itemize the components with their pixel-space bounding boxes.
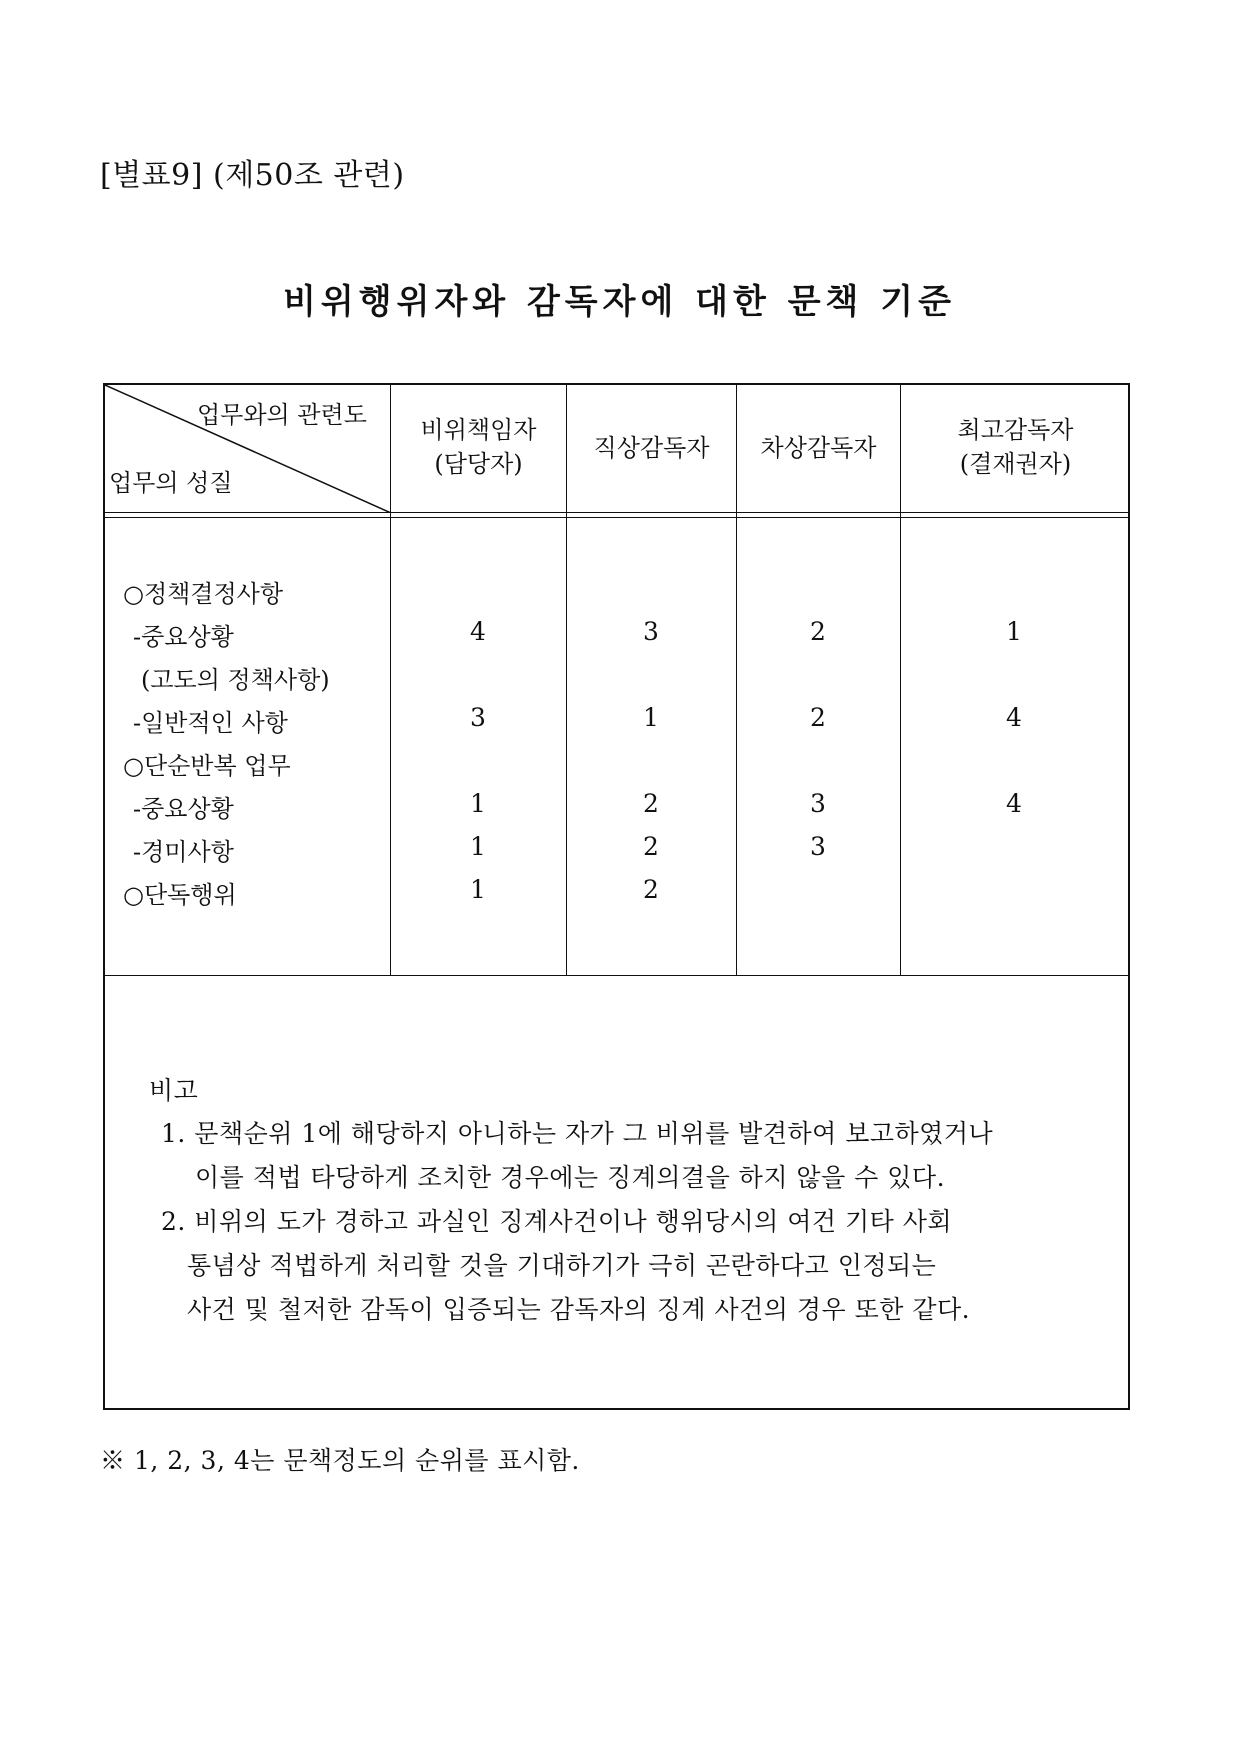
rank-value: 1 — [1006, 617, 1022, 646]
rank-value: 2 — [810, 703, 826, 732]
column-header-direct-supervisor: 직상감독자 — [593, 434, 710, 462]
row-label: (고도의 정책사항) — [141, 666, 330, 694]
row-label: -중요상황 — [133, 623, 234, 651]
rank-value: 3 — [470, 703, 486, 732]
remarks-heading: 비고 — [149, 1076, 199, 1105]
document-title: 비위행위자와 감독자에 대한 문책 기준 — [283, 282, 956, 322]
column-header-top-supervisor: 최고감독자 (결재권자) — [957, 416, 1074, 478]
column-divider — [566, 385, 567, 975]
rank-value: 2 — [810, 617, 826, 646]
row-label: -중요상황 — [133, 795, 234, 823]
rank-value: 3 — [810, 832, 826, 861]
header-separator — [105, 517, 1128, 518]
row-label: -일반적인 사항 — [133, 709, 288, 737]
remarks-line: 1. 문책순위 1에 해당하지 아니하는 자가 그 비위를 발견하여 보고하였거나 — [161, 1119, 994, 1148]
annex-reference: [별표9] (제50조 관련) — [100, 158, 405, 193]
column-divider — [736, 385, 737, 975]
rank-value: 2 — [643, 789, 659, 818]
rank-value: 4 — [470, 617, 486, 646]
remarks-line: 2. 비위의 도가 경하고 과실인 징계사건이나 행위당시의 여건 기타 사회 — [161, 1207, 953, 1236]
rank-value: 1 — [643, 703, 659, 732]
rank-value: 1 — [470, 875, 486, 904]
column-header-responsible: 비위책임자 (담당자) — [420, 416, 537, 478]
column-header-second-supervisor: 차상감독자 — [760, 434, 877, 462]
remarks-line: 이를 적법 타당하게 조치한 경우에는 징계의결을 하지 않을 수 있다. — [195, 1163, 946, 1192]
footnote: ※ 1, 2, 3, 4는 문책정도의 순위를 표시함. — [100, 1446, 580, 1475]
rank-value: 2 — [643, 875, 659, 904]
remarks-separator — [105, 975, 1128, 976]
rank-value: 4 — [1006, 789, 1022, 818]
remarks-line: 사건 및 철저한 감독이 입증되는 감독자의 징계 사건의 경우 또한 같다. — [187, 1295, 971, 1324]
remarks-line: 통념상 적법하게 처리할 것을 기대하기가 극히 곤란하다고 인정되는 — [187, 1251, 937, 1280]
header-nature-label: 업무의 성질 — [109, 469, 233, 497]
responsibility-table — [103, 383, 1130, 1410]
rank-value: 3 — [643, 617, 659, 646]
row-label: ○단독행위 — [123, 881, 237, 909]
rank-value: 4 — [1006, 703, 1022, 732]
rank-value: 3 — [810, 789, 826, 818]
rank-value: 1 — [470, 789, 486, 818]
row-label: -경미사항 — [133, 838, 234, 866]
row-label: ○단순반복 업무 — [123, 752, 291, 780]
rank-value: 1 — [470, 832, 486, 861]
rank-value: 2 — [643, 832, 659, 861]
header-relation-label: 업무와의 관련도 — [197, 401, 367, 429]
row-label: ○정책결정사항 — [123, 580, 284, 608]
